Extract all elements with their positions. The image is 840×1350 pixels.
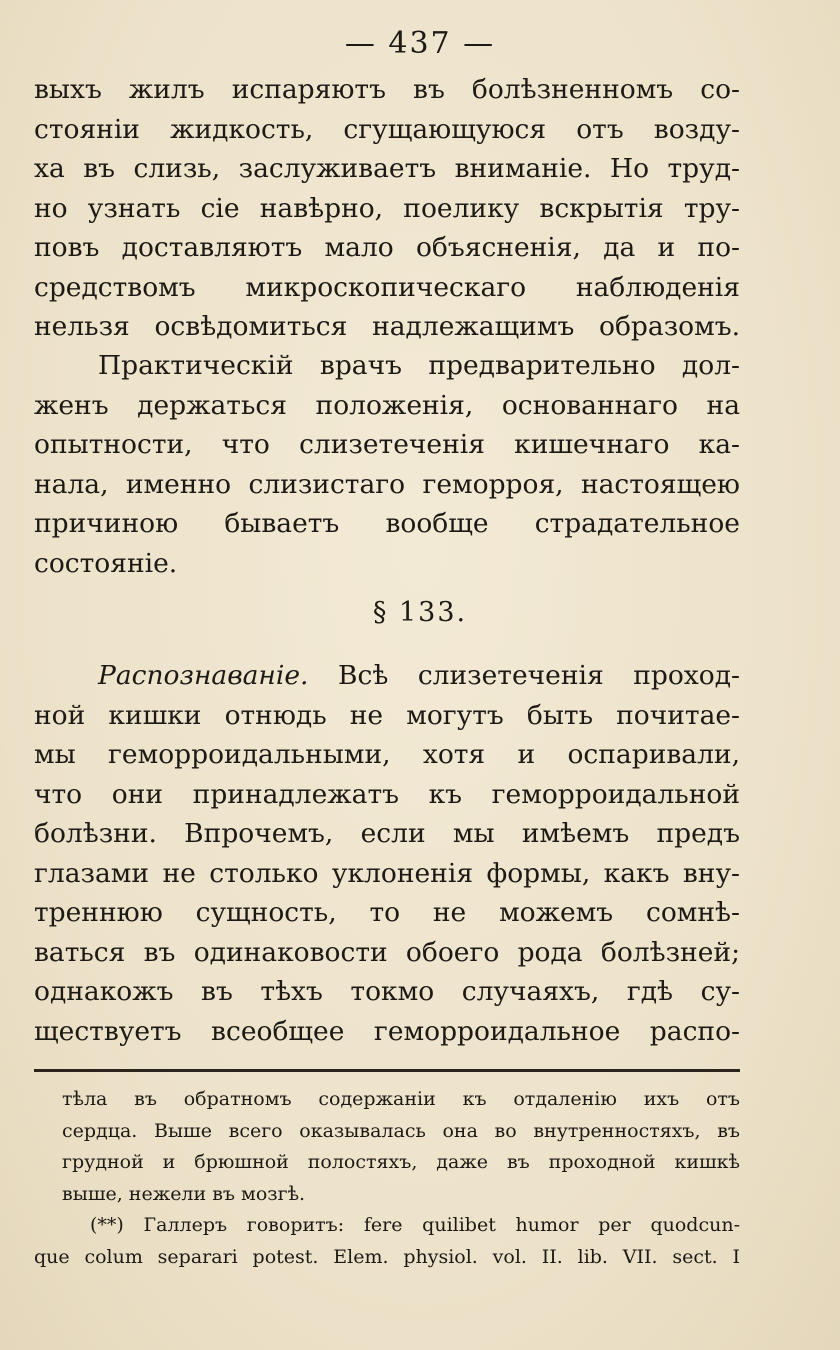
footnote-line: выше, нежели въ мозгѣ. <box>62 1182 306 1205</box>
text-line: глазами не столько уклоненія формы, какъ вну- <box>34 857 740 889</box>
text-line: Практическій врачъ предварительно дол- <box>98 350 740 381</box>
text-line <box>34 656 740 696</box>
text-line: мы геморроидальными, хотя и оспаривали, <box>34 739 740 770</box>
section-heading: § 133. <box>372 597 468 628</box>
text-line: но узнать сіе навѣрно, поелику вскрытія тру- <box>34 192 740 224</box>
text-line: что они принадлежатъ къ геморроидальной <box>34 778 740 810</box>
footnote-line: грудной и брюшной полостяхъ, даже въ проходной кишкѣ <box>62 1151 740 1173</box>
lead-term: Распознаваніе. <box>98 660 309 691</box>
footnote-line: que colum separari potest. Elem. physiol. vol. II. lib. VII. sect. I <box>34 1245 740 1268</box>
text-line: ной кишки отнюдь не могутъ быть почитае- <box>34 699 740 731</box>
text-line: нала, именно слизистаго геморроя, настоящею <box>34 468 740 500</box>
text-line: треннюю сущность, то не можемъ сомнѣ- <box>34 897 740 928</box>
text-line: стояніи жидкость, сгущающуюся отъ возду- <box>34 113 740 145</box>
text-line: повъ доставляютъ мало объясненія, да и по- <box>34 232 740 263</box>
paragraph-2 <box>34 346 740 583</box>
text-line: ваться въ одинаковости обоего рода болѣзней; <box>34 936 740 968</box>
paragraph-3 <box>34 656 740 1051</box>
text-line: состояніе. <box>34 547 178 579</box>
paragraph-1 <box>34 70 740 347</box>
text-line: средствомъ микроскопическаго наблюденія <box>34 271 740 303</box>
footnote-line: (**) Галлеръ говоритъ: fere quilibet humor per quodcun- <box>90 1214 740 1236</box>
text-line: женъ держаться положенія, основаннаго на <box>34 389 740 421</box>
footnotes <box>34 1084 740 1273</box>
text-line: причиною бываетъ вообще страдательное <box>34 508 740 539</box>
text-run: Всѣ слизетеченія проход- <box>338 660 740 691</box>
text-line: ществуетъ всеобщее геморроидальное распо- <box>34 1015 740 1047</box>
text-line: опытности, что слизетеченія кишечнаго ка- <box>34 429 740 460</box>
text-line: ха въ слизь, заслуживаетъ вниманіе. Но труд- <box>34 153 740 184</box>
footnote-line: сердца. Выше всего оказывалась она во внутренностяхъ, въ <box>62 1119 740 1142</box>
text-line: однакожъ въ тѣхъ токмо случаяхъ, гдѣ су- <box>34 976 740 1007</box>
page-number: — 437 — <box>344 26 496 61</box>
text-line: выхъ жилъ испаряютъ въ болѣзненномъ со- <box>34 74 740 105</box>
footnote-line: тѣла въ обратномъ содержаніи къ отдаленію ихъ отъ <box>62 1088 740 1110</box>
text-line: болѣзни. Впрочемъ, если мы имѣемъ предъ <box>34 818 740 849</box>
footnote-divider <box>34 1069 740 1072</box>
text-line: нельзя освѣдомиться надлежащимъ образомъ. <box>34 311 740 342</box>
